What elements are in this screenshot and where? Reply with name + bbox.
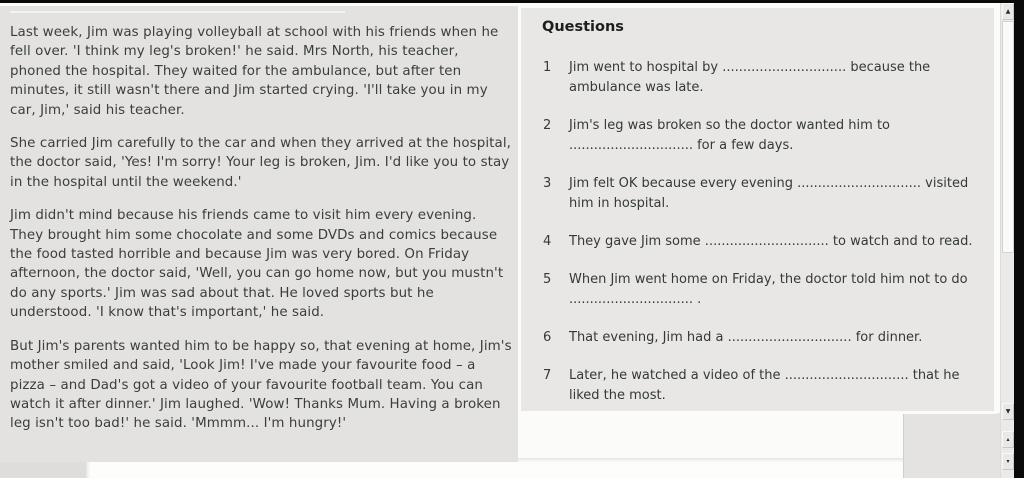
- reading-passage-panel: [0, 6, 518, 462]
- question-item-4: [521, 232, 994, 252]
- scroll-down-icon[interactable]: ▼: [1002, 403, 1014, 420]
- question-item-3: [521, 174, 994, 214]
- scroll-up-icon[interactable]: ▲: [1002, 3, 1014, 20]
- passage-paragraph-4: But Jim's parents wanted him to be happy so, that evening at home, Jim's mother smiled and said, 'Look Jim! I've made your favourite food – a pizza – and Dad's got a video of your favourite football team. You can watch it after dinner.' Jim laughed. 'Wow! Thanks Mum. Having a broken leg isn't too bad!' he said. 'Mmmm... I'm hungry!': [10, 338, 512, 432]
- question-item-1: [521, 58, 994, 98]
- question-number: 4: [543, 234, 552, 249]
- question-number: 3: [543, 176, 552, 191]
- question-number: 5: [543, 272, 552, 287]
- question-text: Jim's leg was broken so the doctor wanted him to .............................. for a few days.: [569, 118, 891, 153]
- screen-edge-right: [1014, 0, 1024, 478]
- question-item-2: [521, 116, 994, 156]
- scan-highlight-line: [10, 11, 345, 13]
- questions-panel: [521, 8, 997, 414]
- double-up-arrow-icon: ▴: [1006, 436, 1010, 443]
- question-text: They gave Jim some .............................. to watch and to read.: [569, 234, 973, 249]
- passage-paragraph-1: Last week, Jim was playing volleyball at school with his friends when he fell over. 'I think my leg's broken!' he said. Mrs North, his teacher, phoned the hospital. They waited for the ambulance, but after ten minutes, it still wasn't there and Jim started crying. 'I'll take you in my car, Jim,' said his teacher.: [10, 25, 499, 118]
- question-item-6: [521, 328, 994, 348]
- question-text: Later, he watched a video of the .............................. that he liked the most.: [569, 368, 960, 403]
- screen-edge-top: [0, 0, 1024, 3]
- vertical-scrollbar[interactable]: [1000, 3, 1014, 478]
- previous-page-icon[interactable]: [1002, 431, 1014, 448]
- next-page-icon[interactable]: [1002, 453, 1014, 470]
- passage-paragraph-2: She carried Jim carefully to the car and when they arrived at the hospital, the doctor said, 'Yes! I'm sorry! Your leg is broken, Jim. I'd like you to stay in the hospital until the weekend.': [10, 136, 512, 190]
- questions-title: Questions: [542, 19, 624, 35]
- question-item-7: [521, 366, 994, 406]
- question-number: 7: [543, 368, 552, 383]
- question-text: When Jim went home on Friday, the doctor told him not to do .............................. .: [569, 272, 968, 307]
- question-text: Jim felt OK because every evening .............................. visited him in hospital.: [569, 176, 969, 211]
- question-text: That evening, Jim had a .............................. for dinner.: [569, 330, 923, 345]
- scan-edge-bottom-right: [903, 413, 1000, 478]
- double-down-arrow-icon: ▾: [1006, 458, 1010, 465]
- question-number: 2: [543, 118, 552, 133]
- scan-edge-bottom-left: [0, 462, 86, 478]
- passage-paragraph-3: Jim didn't mind because his friends came to visit him every evening. They brought him some chocolate and some DVDs and comics because the food tasted horrible and because Jim was very bored. On Friday afternoon, the doctor said, 'Well, you can go home now, but you mustn't do any sports.' Jim was sad about that. He loved sports but he understood. 'I know that's important,' he said.: [10, 208, 504, 321]
- question-text: Jim went to hospital by .............................. because the ambulance was late.: [569, 60, 931, 95]
- scrollbar-thumb[interactable]: [1002, 21, 1014, 253]
- question-item-5: [521, 270, 994, 310]
- question-number: 6: [543, 330, 552, 345]
- question-number: 1: [543, 60, 552, 75]
